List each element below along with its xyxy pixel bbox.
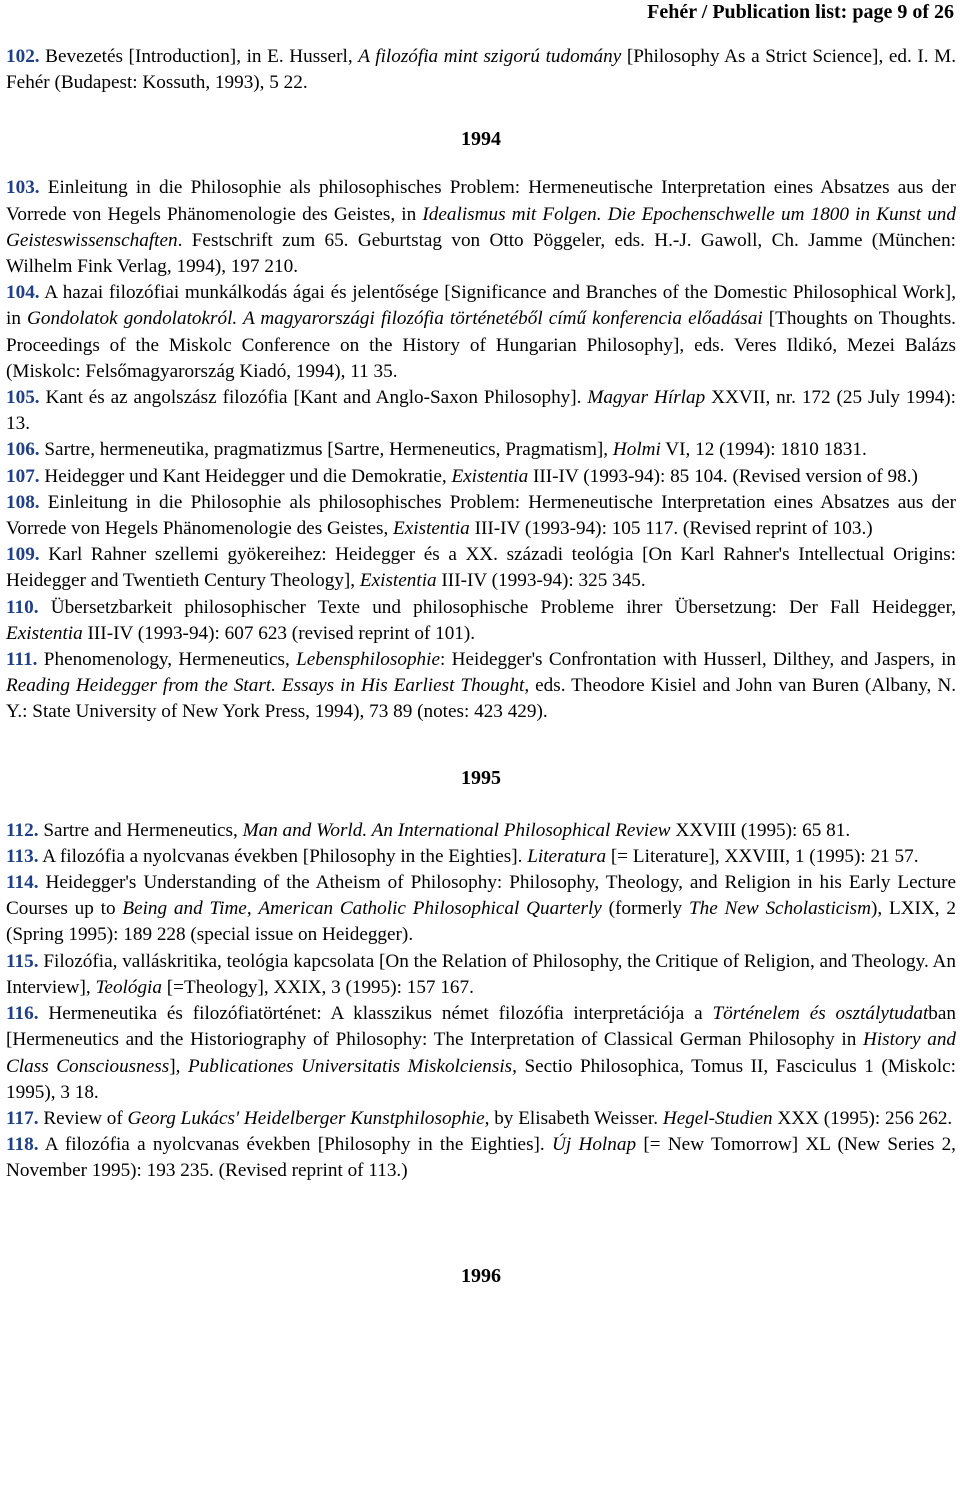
year-heading-1995: 1995 xyxy=(461,766,501,789)
publication-entry xyxy=(6,1132,956,1184)
publication-entry xyxy=(6,437,956,463)
publication-entry xyxy=(6,1001,956,1106)
entry-text: Bevezetés [Introduction], in E. Husserl, A filozófia mint szigorú tudomány [Philosophy As a Strict Science], ed. I. M. Fehér (Budapest: Kossuth, 1993), 5 22. xyxy=(6,46,957,94)
publication-entry xyxy=(6,818,956,844)
publication-entry xyxy=(6,385,956,437)
entry-number: 114. xyxy=(6,872,39,894)
publication-entry xyxy=(6,595,956,647)
entry-number: 103. xyxy=(6,177,40,199)
publication-entry xyxy=(6,175,956,280)
entry-number: 116. xyxy=(6,1003,39,1025)
year-heading-1994: 1994 xyxy=(461,128,501,151)
publication-entry xyxy=(6,280,956,385)
entry-text: Übersetzbarkeit philosophischer Texte und philosophische Probleme ihrer Übersetzung: Der Fall Heidegger, Existentia III-IV (1993-94): 607 623 (revised reprint of 101). xyxy=(6,596,956,644)
entry-number: 108. xyxy=(6,491,40,513)
entry-text: Filozófia, valláskritika, teológia kapcsolata [On the Relation of Philosophy, the Critique of Religion, and Theology. An Interview], Teológia [=Theology], XXIX, 3 (1995): 157 167. xyxy=(6,950,956,998)
entry-number: 102. xyxy=(6,46,40,67)
entry-number: 106. xyxy=(6,439,40,461)
entry-number: 111. xyxy=(6,649,38,671)
publication-entry xyxy=(6,542,956,594)
entry-number: 115. xyxy=(6,950,39,972)
entry-number: 109. xyxy=(6,544,40,566)
publication-entry xyxy=(6,44,956,96)
publication-entry xyxy=(6,844,956,870)
entry-number: 105. xyxy=(6,387,40,409)
entry-text: A filozófia a nyolcvanas években [Philosophy in the Eighties]. Új Holnap [= New Tomorrow] XL (New Series 2, November 1995): 193 235. (Revised reprint of 113.) xyxy=(6,1134,956,1182)
entry-text: Sartre and Hermeneutics, Man and World. An International Philosophical Review XXVIII (1995): 65 81. xyxy=(38,819,851,841)
entry-text: Heidegger's Understanding of the Atheism of Philosophy: Philosophy, Theology, and Religion in his Early Lecture Courses up to Being and Time, American Catholic Philosophical Quarterly (formerly The New Scholasticism), LXIX, 2 (Spring 1995): 189 228 (special issue on Heidegger). xyxy=(6,872,956,946)
entry-text: Phenomenology, Hermeneutics, Lebensphilosophie: Heidegger's Confrontation with Husserl, Dilthey, and Jaspers, in Reading Heidegger from the Start. Essays in His Earliest Thought, eds. Theodore Kisiel and John van Buren (Albany, N. Y.: State University of New York Press, 1994), 73 89 (notes: 423 429). xyxy=(6,649,956,723)
publication-entry xyxy=(6,490,956,542)
entry-number: 112. xyxy=(6,819,39,841)
entry-text: Karl Rahner szellemi gyökereihez: Heidegger és a XX. századi teológia [On Karl Rahner's Intellectual Origins: Heidegger and Twentieth Century Theology], Existentia III-IV (1993-94): 325 345. xyxy=(6,544,956,592)
publication-entry xyxy=(6,1106,956,1132)
entry-text: Hermeneutika és filozófiatörténet: A klasszikus német filozófia interpretációja a Történelem és osztálytudatban [Hermeneutics and the Historiography of Philosophy: The Interpretation of Classical German Philosophy in History and Class Consciousness], Publicationes Universitatis Miskolciensis, Sectio Philosophica, Tomus II, Fasciculus 1 (Miskolc: 1995), 3 18. xyxy=(6,1003,957,1103)
page-header: Fehér / Publication list: page 9 of 26 xyxy=(647,1,954,23)
entry-text: Sartre, hermeneutika, pragmatizmus [Sartre, Hermeneutics, Pragmatism], Holmi VI, 12 (1994): 1810 1831. xyxy=(39,439,867,461)
publication-entry xyxy=(6,870,956,949)
publication-entry xyxy=(6,949,956,1001)
entry-number: 104. xyxy=(6,282,40,304)
entry-text: Heidegger und Kant Heidegger und die Demokratie, Existentia III-IV (1993-94): 85 104. (Revised version of 98.) xyxy=(39,465,918,487)
entry-text: Review of Georg Lukács' Heidelberger Kunstphilosophie, by Elisabeth Weisser. Hegel-Studien XXX (1995): 256 262. xyxy=(38,1107,953,1129)
entry-number: 117. xyxy=(6,1107,39,1129)
entry-text: A hazai filozófiai munkálkodás ágai és jelentősége [Significance and Branches of the Domestic Philosophical Work], in Gondolatok gondolatokról. A magyarországi filozófia történetéből című konferencia előadásai [Thoughts on Thoughts. Proceedings of the Miskolc Conference on the History of Hungarian Philosophy], eds. Veres Ildikó, Mezei Balázs (Miskolc: Felsőmagyarország Kiadó, 1994), 11 35. xyxy=(6,282,956,382)
entry-text: Einleitung in die Philosophie als philosophisches Problem: Hermeneutische Interpretation eines Absatzes aus der Vorrede von Hegels Phänomenologie des Geistes, in Idealismus mit Folgen. Die Epochenschwelle um 1800 in Kunst und Geisteswissenschaften. Festschrift zum 65. Geburtstag von Otto Pöggeler, eds. H.-J. Gawoll, Ch. Jamme (München: Wilhelm Fink Verlag, 1994), 197 210. xyxy=(6,177,956,278)
entry-text: Kant és az angolszász filozófia [Kant and Anglo-Saxon Philosophy]. Magyar Hírlap XXVII, nr. 172 (25 July 1994): 13. xyxy=(6,387,957,435)
publication-list xyxy=(6,44,956,1289)
entry-number: 113. xyxy=(6,845,39,867)
publication-entry xyxy=(6,647,956,726)
entry-number: 110. xyxy=(6,596,39,618)
entry-number: 107. xyxy=(6,465,40,487)
publication-entry xyxy=(6,464,956,490)
entry-number: 118. xyxy=(6,1134,39,1156)
year-heading-1996: 1996 xyxy=(461,1264,501,1287)
entry-text: A filozófia a nyolcvanas években [Philosophy in the Eighties]. Literatura [= Literature], XXVIII, 1 (1995): 21 57. xyxy=(38,845,919,867)
entry-text: Einleitung in die Philosophie als philosophisches Problem: Hermeneutische Interpretation eines Absatzes aus der Vorrede von Hegels Phänomenologie des Geistes, Existentia III-IV (1993-94): 105 117. (Revised reprint of 103.) xyxy=(6,491,956,540)
